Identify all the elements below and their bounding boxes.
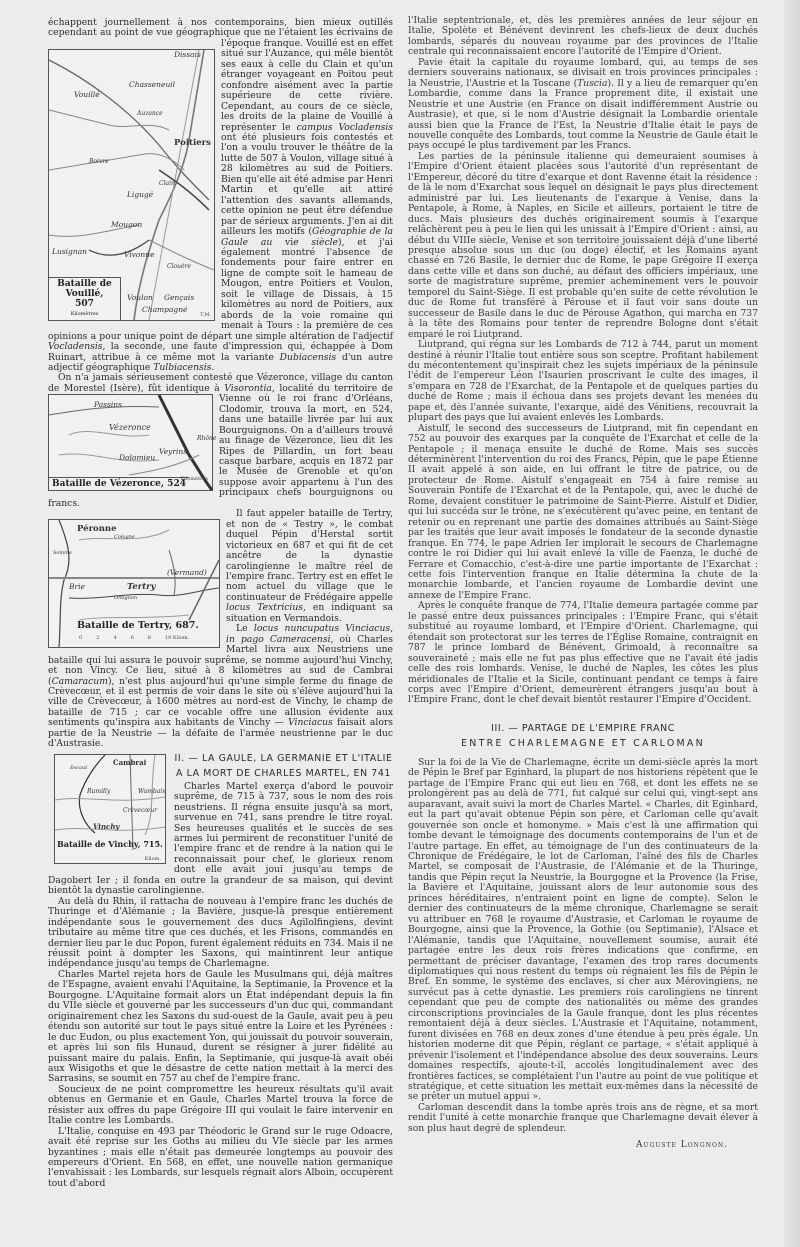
map-label: Rhône xyxy=(197,435,217,443)
paragraph: Liutprand, qui régna sur les Lombards de 712 à 744, parut un moment destiné à réunir l'Italie tout entière sous son sceptre. Profitant habilement du mécontentement qu'inspirait chez les sujets impériaux de la péninsule l'édit de l'empereur Léon l'Isaurien proscrivant le culte des images, il s'empara en 728 de l'Exarchat, de la Pentapole et de quelques parties du duché de Rome ; mais il échoua dans ses projets devant les menées du pape et, dès l'année suivante, l'exarque, aidé des Vénitiens, recouvrait la plupart des pays que lui avaient enlevés les Lombards. xyxy=(408,339,758,424)
map-label: Vivonne xyxy=(124,250,155,259)
paragraph: Pavie était la capitale du royaume lombard, qui, au temps de ses derniers souverains nationaux, se divisait en trois provinces principales : la Neustrie, l'Austrie et la Toscane (Tuscia). Il y a lieu de remarquer qu'en Lombardie, comme dans la France proprement dite, il existait une Neustrie et une Austrie (en France on disait indifféremment Austrie ou Austrasie), et que, si le nom d'Austrie désignait la Lombardie orientale aussi bien que la France de l'Est, la Neustrie d'Italie était le pays de nouvelle conquête des Lombards, tout comme la Neustrie de Gaule était le pays occupé le plus tardivement par les Francs. xyxy=(408,56,758,152)
paragraph: Aistulf, le second des successeurs de Liutprand, mit fin cependant en 752 au pouvoir des exarques par la conquête de l'Exarchat et celle de la Pentapole ; il menaça ensuite le duché de Rome. Mais ses succès déterminèrent l'intervention du roi des Francs, Pépin, que le pape Étienne II avait appelé à son aide, en lui offrant le titre de patrice, ou de protecteur de Rome. Aistulf s'engageait en 754 à faire remise au Souverain Pontife de l'Exarchat et de la Pentapole, qui, avec le duché de Rome, devaient constituer le patrimoine de Saint-Pierre. Aistulf et Didier, qui lui succéda sur le trône, ne s'exécutèrent qu'avec peine, en tentant de retenir ou en reprenant une partie des domaines attribués au Saint-Siège par les traités que leur avait imposés le fondateur de la seconde dynastie franque. En 774, le pape Adrien Ier implorait le secours de Charlemagne contre le roi Didier qui lui avait enlevé la ville de Faenza, le duché de Ferrare et Comacchio, c'est-à-dire une partie importante de l'Exarchat : cette fois l'intervention franque en Italie détermina la chute de la monarchie lombarde, et l'ancien royaume de Lombardie devint une annexe de l'Empire Franc. xyxy=(408,422,758,601)
paragraph: l'Italie septentrionale, et, dès les premières années de leur séjour en Italie, Spolète et Bénévent devinrent les chefs-lieux de deux duchés lombards, séparés du nouveau royaume par des provinces de l'Italie centrale qui reconnaissaient encore l'autorité de l'Empire d'Orient. xyxy=(408,15,758,58)
map-label: Auzance xyxy=(137,110,163,117)
map-label: Mougon xyxy=(111,220,143,229)
scale-tick: 0 xyxy=(79,635,83,642)
map-caption xyxy=(49,277,121,320)
section-heading: II. — LA GAULE, LA GERMANIE ET L'ITALIE xyxy=(174,752,393,764)
map-label: Rumilly xyxy=(87,787,111,795)
paragraph: Les parties de la péninsule italienne qui demeuraient soumises à l'Empire d'Orient étaient placées sous l'autorité d'un représentant de l'Empereur, décoré du titre d'exarque et dont Ravenne était la résidence : de là le nom d'Exarchat sous lequel on désignait le pays plus directement administré par lui. Les lieutenants de l'exarque à Venise, dans la Pentapole, à Rome, à Naples, en Sicile et ailleurs, portaient le titre de ducs. Mais plusieurs des duchés originairement soumis à l'exarque relâchèrent peu à peu le lien qui les unissait à l'Empire d'Orient : ainsi, au début du VIIIe siècle, Venise et son territoire jouissaient déjà d'une liberté presque absolue sous un duc (ou doge) électif, et les Romains ayant chassé en 726 Basile, le dernier duc de Rome, le pape Grégoire II exerça dans cette ville et dans son duché, au défaut des officiers impériaux, une sorte de magistrature suprême, premier acheminement vers le pouvoir temporel du Saint-Siège. Il est probable qu'en suite de cette révolution le duc de Rome fut transféré à Pérouse et il faut voir sans doute un successeur de Basile dans le duc de Pérouse Agathon, qui marcha en 737 à la tête des Romains pour tenter de reprendre Bologne dont s'était emparé le roi Liutprand. xyxy=(408,150,758,340)
map-label: Ligugé xyxy=(127,190,154,199)
map-vinchy xyxy=(54,754,166,864)
map-label: Péronne xyxy=(77,524,117,535)
map-label: Poitiers xyxy=(174,138,211,148)
map-scale xyxy=(79,635,189,641)
map-label: Cambrai xyxy=(113,757,147,767)
map-label: Omignon xyxy=(114,595,138,602)
paragraph: Au delà du Rhin, il rattacha de nouveau à l'empire franc les duchés de Thuringe et d'Alémanie ; la Bavière, jusque-là presque entièrement indépendante sous le gouvernement des ducs Agilolfingiens, devint tributaire au même titre que ces duchés, et les Frisons, commandés en dernier lieu par le duc Popon, furent également réduits en 734. Mais il ne réussit point à dompter les Saxons, qui maintinrent leur antique indépendance jusqu'au temps de Charlemagne. xyxy=(48,895,393,970)
section-heading: ENTRE CHARLEMAGNE ET CARLOMAN xyxy=(461,737,705,749)
paragraph: Il faut appeler bataille de Tertry, et non de « Testry », le combat duquel Pépin d'Herstal sortit victorieux en 687 et qui fit de cet ancêtre de la dynastie carolingienne le maître réel de l'empire franc. Tertry est en effet le nom actuel du village que le continuateur de Frédégaire appelle locus Textricius, en indiquant sa situation en Vermandois. xyxy=(226,508,393,624)
map-label: Cologne xyxy=(114,534,135,541)
paragraph: On n'a jamais sérieusement contesté que Vézeronce, village du canton de Morestel (Isère), fût identique à Visorontia, localité du territoire de Vienne où le roi franc d'Orléans, Clodomir, trouva la mort, en 524, dans une bataille livrée par lui aux Bourguignons. On a d'ailleurs trouvé au finage de Vézeronce, lieu dit les Ripes de Pillardin, un fort beau casque barbare, acquis en 1872 par le Musée de Grenoble et qu'on suppose avoir appartenu à l'un des principaux chefs bourguignons ou francs. xyxy=(48,372,393,509)
page-edge xyxy=(784,0,800,1247)
scale-tick: 6 xyxy=(130,635,134,642)
paragraph: Charles Martel exerça d'abord le pouvoir suprême, de 715 à 737, sous le nom des rois neustriens. Il régna ensuite jusqu'à sa mort, survenue en 741, sans prendre le titre royal. Ses heureuses qualités et le succès de ses armes lui permirent de reconstituer l'unité de l'empire franc et de rendre à la nation qui le reconnaissait pour chef, le glorieux renom dont elle avait joui jusqu'au temps de Dagobert Ier ; il fonda en outre la grandeur de sa maison, qui devint bientôt la dynastie carolingienne. xyxy=(48,780,393,897)
scale-tick: 8 xyxy=(147,635,151,642)
paragraph: Sur la foi de la Vie de Charlemagne, écrite un demi-siècle après la mort de Pépin le Bref par Eginhard, la plupart de nos historiens répètent que le partage de l'Empire Franc qui eut lieu en 768, et dont les effets ne se prolongèrent pas au delà de 771, fut calqué sur celui qui, vingt-sept ans auparavant, avait suivi la mort de Charles Martel. « Charles, dit Eginhard, eut la part qu'avait obtenue Pépin son père, et Carloman celle qu'avait gouvernée son oncle et homonyme. » Mais c'est là une affirmation qui tombe devant le témoignage des documents contemporains de l'un et de l'autre partage. En effet, au témoignage de l'un des continuateurs de la Chronique de Frédégaire, le lot de Carloman, l'aîné des fils de Charles Martel, se composait de l'Austrasie, de l'Alémanie et de la Thuringe, tandis que Pépin reçut la Neustrie, la Bourgogne et la Provence (la Frise, la Bavière et l'Aquitaine, jouissant alors de leur autonomie sous des princes héréditaires, n'entraient point en ligne de compte). Selon le dernier des continuateurs de la même chronique, Charlemagne se serait vu attribuer en 768 le royaume d'Austrasie, et Carloman le royaume de Bourgogne, ainsi que la Provence, la Gothie (ou Septimanie), l'Alsace et l'Alémanie, tandis que l'Aquitaine, nouvellement soumise, aurait été partagée entre les deux rois frères indications que confirme, en permettant de préciser davantage, l'examen des trop rares documents diplomatiques qui nous restent du temps où régnaient les fils de Pépin le Bref. En somme, le système des enclaves, si cher aux Mérovingiens, ne survécut pas à cette dynastie. Les premiers rois carolingiens ne tinrent cependant que peu de compte des nationalités ou même des grandes circonscriptions provinciales de la Gaule franque, dont les plus récentes remontaient déjà à deux siècles. L'Austrasie et l'Aquitaine, notamment, furent divisées en 768 en deux zones d'une étendue à peu près égale. Un historien moderne dit que Pépin, réglant ce partage, « s'était appliqué à prévenir l'isolement et l'indépendance absolue des deux souverains. Leurs domaines respectifs, ajoute-t-il, accolés longitudinalement avec des frontières factices, se complétaient l'un l'autre au point de vue politique et stratégique, et cette situation les mettait eux-mêmes dans la nécessité de se prêter un mutuel appui ». xyxy=(408,756,758,1103)
map-vouille xyxy=(48,49,215,321)
map-caption: Bataille de Vinchy, 715. xyxy=(57,838,163,849)
map-caption-line: 507 xyxy=(75,299,94,309)
map-label: Tertry xyxy=(127,582,156,593)
map-label: Escaut xyxy=(70,764,88,771)
paragraph: Après le conquête franque de 774, l'Italie demeura partagée comme par le passé entre deux puissances principales : l'Empire Franc, qui s'était substitué au royaume lombard, et l'Empire d'Orient. Charlemagne, qui étendait son protectorat sur les terres de l'Église Romaine, contraignit en 787 le prince lombard de Bénévent, Grimoald, à reconnaître sa souveraineté ; mais elle ne fut pas plus effective que ne l'avait été jadis celle des rois lombards. Venise, le duché de Naples, les côtes les plus méridionales de l'Italie et la Sicile, continuant pendant ce temps à faire corps avec l'Empire d'Orient, demeurèrent étrangers jusqu'au bout à l'Empire Franc, dont le chef devait bientôt restaurer l'Empire d'Occident. xyxy=(408,600,758,706)
map-label: Vinchy xyxy=(93,821,120,831)
map-label: Chasseneuil xyxy=(129,80,176,89)
map-caption: Bataille de Vézeronce, 524 xyxy=(49,477,189,490)
paragraph: L'Italie, conquise en 493 par Théodoric le Grand sur le ruge Odoacre, avait été reprise sur les Goths au milieu du VIe siècle par les armes byzantines ; mais elle n'était pas demeurée longtemps au pouvoir des empereurs d'Orient. En 568, en effet, une nouvelle nation germanique l'envahissait : les Lombards, sur lesquels régnait alors Alboin, occupèrent tout d'abord xyxy=(48,1125,394,1189)
map-label: Boivre xyxy=(89,158,109,165)
map-caption-line: Bataille de Vouillé, xyxy=(57,279,112,299)
map-vezeronce xyxy=(48,394,217,491)
map-label: Veyrins xyxy=(159,447,188,457)
map-caption: Bataille de Tertry, 687. xyxy=(77,620,199,632)
map-label: Voulon xyxy=(127,293,153,302)
map-label: Clain xyxy=(159,180,175,187)
map-scale-label: Kilom. xyxy=(144,855,161,862)
map-label: Passins xyxy=(94,400,122,410)
map-tertry xyxy=(48,519,220,648)
scale-tick: 10 Kilom. xyxy=(164,635,190,642)
paragraph: Charles Martel rejeta hors de Gaule les Musulmans qui, déjà maîtres de l'Espagne, avaient envahi l'Aquitaine, la Septimanie, la Provence et la Bourgogne. L'Aquitaine formait alors un État indépendant depuis la fin du VIIe siècle et gouverné par les successeurs d'un duc qui, commandant originairement chez les Saxons du sud-ouest de la Gaule, avait peu à peu étendu son autorité sur tout le pays situé entre la Loire et les Pyrénées : le duc Eudon, ou plus exactement Yon, qui jouissait du pouvoir souverain, et après lui son fils Hunaud, durent se résigner à jurer fidélité au puissant maire du palais. Enfin, la Septimanie, qui jusque-là avait obéi aux Wisigoths et que le désastre de cette nation mettait à la merci des Sarrasins, se soumit en 757 au chef de l'empire franc. xyxy=(48,968,393,1085)
map-label: Somme xyxy=(53,550,72,557)
scale-tick: 4 xyxy=(113,635,117,642)
right-column xyxy=(408,16,758,1151)
map-label: Champagné xyxy=(142,305,188,314)
paragraph: échappent journellement à nos contemporains, bien mieux outillés cependant au point de vue géographique que ne l'étaient les écrivains de l'époque franque. Vouillé est en effet situé sur l'Auzance, qui mêle bientôt ses eaux à celle du Clain et qu'un étranger voyageant en Poitou peut confondre aisément avec la partie supérieure de cette rivière. Cependant, au cours de ce siècle, les droits de la plaine de Vouillé à représenter le campus Vocladensis ont été plusieurs fois contestés et l'on a voulu trouver le théâtre de la lutte de 507 à Voulon, village situé à 28 kilomètres au sud de Poitiers. Bien qu'elle ait été admise par Henri Martin et qu'elle ait attiré l'attention des savants allemands, cette opinion ne peut être défendue par de sérieux arguments. J'en ai dit ailleurs les motifs (Géographie de la Gaule au vie siècle), et j'ai également montré l'absence de fondements pour faire entrer en ligne de compte soit le hameau de Mougon, entre Poitiers et Voulon, soit le village de Dissais, à 15 kilomètres au nord de Poitiers, aux abords de la voie romaine qui menait à Tours : la première de ces opinions a pour unique point de départ une simple altération de l'adjectif Vocladensis, la seconde, une faute d'impression qui, échappée à Dom Ruinart, attribue à ce même mot la variante Dubiacensis d'un autre adjectif géographique Tulbiacensis. xyxy=(48,17,393,373)
map-scale-label: Kilomètres xyxy=(180,476,208,483)
map-label: Lusignan xyxy=(52,247,87,256)
map-label: Dissais xyxy=(174,50,201,59)
author-signature: Auguste Longnon. xyxy=(636,1140,728,1151)
paragraph: Soucieux de ne point compromettre les heureux résultats qu'il avait obtenus en Germanie et en Gaule, Charles Martel trouva la force de résister aux offres du pape Grégoire III qui voulait le faire intervenir en Italie contre les Lombards. xyxy=(48,1083,393,1127)
map-label: (Vermand) xyxy=(167,568,207,578)
map-label: Wambaix xyxy=(138,787,166,795)
scale-tick: 2 xyxy=(96,635,100,642)
map-label: Vézeronce xyxy=(109,423,151,433)
map-label: Clouère xyxy=(167,263,191,270)
section-heading: III. — PARTAGE DE L'EMPIRE FRANC xyxy=(491,722,675,734)
map-label: Vouillé xyxy=(74,90,100,99)
map-label: Crèvecœur xyxy=(123,806,157,814)
map-label: Gençais xyxy=(164,293,195,302)
paragraph: Carloman descendit dans la tombe après trois ans de règne, et sa mort rendit l'unité à cette monarchie franque que Charlemagne devait élever à son plus haut degré de splendeur. xyxy=(408,1101,758,1134)
map-scale-label: Kilomètres xyxy=(70,311,99,317)
map-credit: T.M. xyxy=(200,312,211,318)
map-label: Brie xyxy=(69,582,85,592)
section-heading: A LA MORT DE CHARLES MARTEL, EN 741 xyxy=(176,767,391,779)
map-label: Dolomieu xyxy=(119,453,156,463)
paragraph: Le locus nuncupatus Vinciacus, in pago Cameracensi, où Charles Martel livra aux Neustriens une bataille qui lui assura le pouvoir suprême, se nomme aujourd'hui Vinchy, et non Vincy. Ce lieu, situé à 8 kilomètres au sud de Cambrai (Camaracum), n'est plus aujourd'hui qu'une simple ferme du finage de Crèvecœur, et il est permis de voir dans le site où s'élève aujourd'hui la ville de Crèvecœur, à 1600 mètres au nord-est de Vinchy, le champ de bataille de 715 ; car ce vocable offre une allusion évidente aux sentiments qu'inspira aux habitants de Vinchy — Vinciacus faisait alors partie de la Neustrie — la défaite de l'armée neustrienne par le duc d'Austrasie. xyxy=(48,623,393,750)
